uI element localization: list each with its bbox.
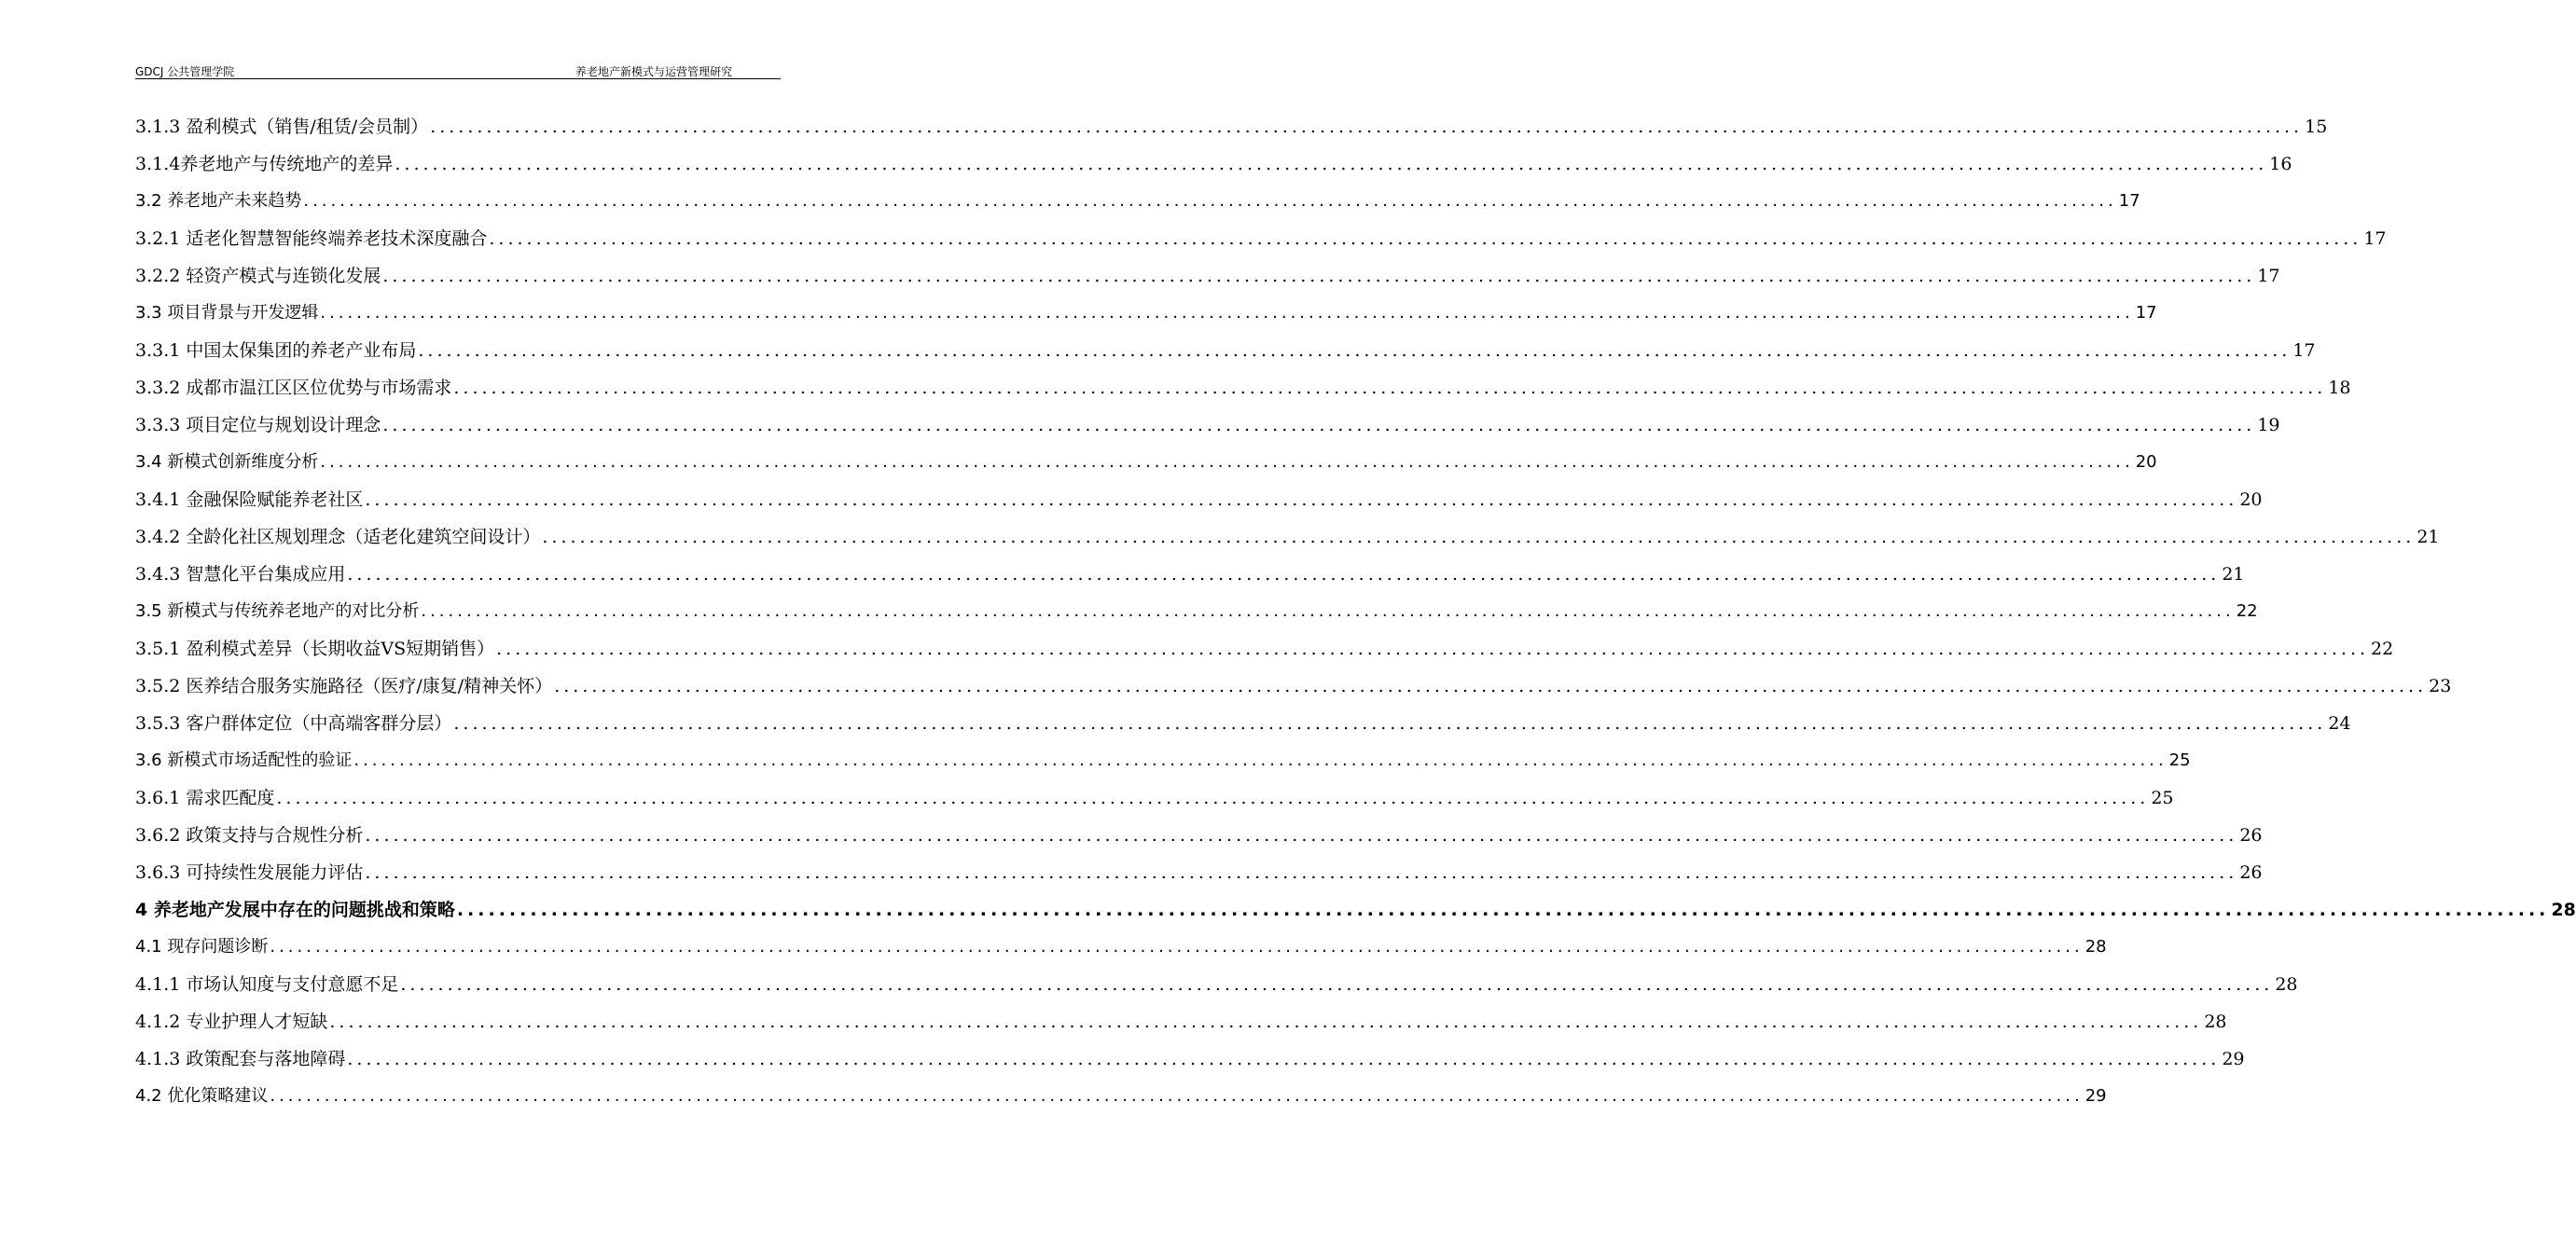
- toc-entry[interactable]: [135, 784, 2174, 821]
- toc-entry[interactable]: [135, 448, 2157, 486]
- toc-entry-page-number: 22: [2371, 639, 2394, 659]
- toc-entry[interactable]: [135, 299, 2157, 337]
- toc-entry-title: 3.4.2 全龄化社区规划理念（适老化建筑空间设计）: [135, 527, 541, 547]
- toc-entry[interactable]: [135, 971, 2298, 1008]
- toc-entry-page-number: 17: [2257, 266, 2280, 286]
- toc-leader-dots: ........................................................................................................................................................................................................: [382, 266, 2256, 286]
- toc-leader-dots: ........................................................................................................................................................................................................: [456, 900, 2550, 920]
- toc-entry-page-number: 26: [2239, 825, 2263, 846]
- toc-entry[interactable]: [135, 262, 2280, 299]
- toc-entry[interactable]: [135, 709, 2351, 747]
- toc-entry-page-number: 15: [2305, 117, 2328, 137]
- toc-entry-page-number: 28: [2275, 974, 2298, 995]
- toc-entry-page-number: 17: [2292, 340, 2316, 361]
- toc-entry-page-number: 17: [2118, 191, 2140, 211]
- toc-entry-title: 3.3.3 项目定位与规划设计理念: [135, 415, 381, 435]
- toc-entry-page-number: 17: [2363, 228, 2387, 249]
- toc-entry-title: 3.6.1 需求匹配度: [135, 788, 275, 808]
- toc-entry-title: 3.1.4养老地产与传统地产的差异: [135, 154, 394, 174]
- toc-entry-page-number: 26: [2239, 862, 2263, 883]
- toc-entry-title: 3.6.2 政策支持与合规性分析: [135, 825, 364, 846]
- table-of-contents: [135, 113, 2576, 1120]
- toc-leader-dots: ........................................................................................................................................................................................................: [418, 340, 2292, 361]
- toc-entry-title: 3.6 新模式市场适配性的验证: [135, 750, 353, 770]
- toc-entry-page-number: 17: [2135, 303, 2157, 323]
- toc-entry-title: 3.1.3 盈利模式（销售/租赁/会员制）: [135, 117, 429, 137]
- toc-entry[interactable]: [135, 337, 2316, 374]
- toc-leader-dots: ........................................................................................................................................................................................................: [453, 713, 2327, 734]
- toc-entry-title: 3.2.2 轻资产模式与连锁化发展: [135, 266, 381, 286]
- toc-entry-page-number: 21: [2417, 527, 2440, 547]
- toc-leader-dots: ........................................................................................................................................................................................................: [365, 862, 2238, 883]
- toc-entry-page-number: 29: [2084, 1086, 2107, 1106]
- toc-entry-page-number: 20: [2135, 452, 2157, 472]
- toc-entry-title: 4.1 现存问题诊断: [135, 937, 269, 957]
- toc-leader-dots: ........................................................................................................................................................................................................: [365, 489, 2238, 510]
- toc-leader-dots: ........................................................................................................................................................................................................: [496, 639, 2370, 659]
- toc-entry-page-number: 28: [2551, 900, 2576, 920]
- toc-entry-page-number: 18: [2328, 378, 2351, 398]
- toc-entry-title: 4.1.2 专业护理人才短缺: [135, 1012, 328, 1032]
- toc-leader-dots: ........................................................................................................................................................................................................: [347, 564, 2221, 585]
- toc-entry[interactable]: [135, 821, 2263, 859]
- toc-leader-dots: ........................................................................................................................................................................................................: [382, 415, 2256, 435]
- toc-entry[interactable]: [135, 747, 2191, 784]
- toc-entry-page-number: 28: [2084, 937, 2107, 957]
- toc-leader-dots: ........................................................................................................................................................................................................: [270, 1086, 2084, 1106]
- toc-entry-title: 4 养老地产发展中存在的问题挑战和策略: [135, 900, 455, 920]
- toc-entry-title: 3.4 新模式创新维度分析: [135, 452, 319, 472]
- toc-entry[interactable]: [135, 411, 2280, 448]
- toc-entry[interactable]: [135, 486, 2263, 523]
- toc-entry-page-number: 22: [2236, 601, 2258, 621]
- toc-entry[interactable]: [135, 187, 2140, 225]
- toc-entry-page-number: 16: [2269, 154, 2292, 174]
- header-institution: GDCJ 公共管理学院: [135, 65, 235, 78]
- toc-leader-dots: ........................................................................................................................................................................................................: [489, 228, 2362, 249]
- toc-entry-title: 3.3.1 中国太保集团的养老产业布局: [135, 340, 417, 361]
- toc-leader-dots: ........................................................................................................................................................................................................: [329, 1012, 2203, 1032]
- toc-entry[interactable]: [135, 113, 2328, 150]
- toc-entry[interactable]: [135, 933, 2107, 971]
- toc-leader-dots: ........................................................................................................................................................................................................: [320, 452, 2134, 472]
- toc-leader-dots: ........................................................................................................................................................................................................: [365, 825, 2238, 846]
- toc-entry-title: 3.4.1 金融保险赋能养老社区: [135, 489, 364, 510]
- toc-entry[interactable]: [135, 1045, 2245, 1082]
- toc-entry-title: 3.2.1 适老化智慧智能终端养老技术深度融合: [135, 228, 488, 249]
- toc-entry[interactable]: [135, 896, 2576, 933]
- toc-leader-dots: ........................................................................................................................................................................................................: [276, 788, 2150, 808]
- toc-leader-dots: ........................................................................................................................................................................................................: [353, 750, 2167, 770]
- toc-entry-title: 4.1.3 政策配套与落地障碍: [135, 1049, 346, 1069]
- toc-leader-dots: ........................................................................................................................................................................................................: [400, 974, 2274, 995]
- toc-leader-dots: ........................................................................................................................................................................................................: [347, 1049, 2221, 1069]
- toc-entry[interactable]: [135, 672, 2452, 709]
- toc-entry-page-number: 20: [2239, 489, 2263, 510]
- toc-leader-dots: ........................................................................................................................................................................................................: [542, 527, 2416, 547]
- toc-entry-title: 3.5.3 客户群体定位（中高端客群分层）: [135, 713, 452, 734]
- toc-entry-page-number: 28: [2204, 1012, 2227, 1032]
- toc-entry-page-number: 21: [2222, 564, 2245, 585]
- toc-entry-title: 3.3 项目背景与开发逻辑: [135, 303, 319, 323]
- toc-entry[interactable]: [135, 1082, 2107, 1120]
- toc-entry-title: 3.5 新模式与传统养老地产的对比分析: [135, 601, 420, 621]
- toc-entry-page-number: 25: [2168, 750, 2191, 770]
- toc-entry[interactable]: [135, 1008, 2227, 1045]
- toc-entry[interactable]: [135, 374, 2351, 411]
- toc-entry-title: 3.4.3 智慧化平台集成应用: [135, 564, 346, 585]
- toc-entry[interactable]: [135, 523, 2440, 560]
- toc-leader-dots: ........................................................................................................................................................................................................: [421, 601, 2235, 621]
- toc-entry-title: 4.2 优化策略建议: [135, 1086, 269, 1106]
- toc-leader-dots: ........................................................................................................................................................................................................: [430, 117, 2304, 137]
- toc-entry-title: 3.2 养老地产未来趋势: [135, 191, 302, 211]
- page-header: [135, 62, 781, 79]
- toc-entry-title: 3.5.1 盈利模式差异（长期收益VS短期销售）: [135, 639, 495, 659]
- header-paper-title: 养老地产新模式与运营管理研究: [575, 65, 732, 78]
- toc-entry[interactable]: [135, 635, 2394, 672]
- toc-entry-page-number: 24: [2328, 713, 2351, 734]
- toc-entry-page-number: 23: [2429, 676, 2452, 696]
- toc-leader-dots: ........................................................................................................................................................................................................: [320, 303, 2134, 323]
- toc-entry-title: 3.6.3 可持续性发展能力评估: [135, 862, 364, 883]
- toc-entry[interactable]: [135, 150, 2292, 187]
- toc-leader-dots: ........................................................................................................................................................................................................: [554, 676, 2428, 696]
- toc-entry-title: 3.5.2 医养结合服务实施路径（医疗/康复/精神关怀）: [135, 676, 553, 696]
- toc-entry-title: 4.1.1 市场认知度与支付意愿不足: [135, 974, 399, 995]
- toc-entry[interactable]: [135, 598, 2258, 635]
- toc-entry[interactable]: [135, 859, 2263, 896]
- toc-entry[interactable]: [135, 225, 2387, 262]
- toc-entry[interactable]: [135, 560, 2245, 598]
- toc-leader-dots: ........................................................................................................................................................................................................: [395, 154, 2268, 174]
- toc-entry-page-number: 19: [2257, 415, 2280, 435]
- toc-entry-page-number: 29: [2222, 1049, 2245, 1069]
- toc-leader-dots: ........................................................................................................................................................................................................: [270, 937, 2084, 957]
- toc-leader-dots: ........................................................................................................................................................................................................: [303, 191, 2117, 211]
- toc-entry-page-number: 25: [2151, 788, 2174, 808]
- toc-entry-title: 3.3.2 成都市温江区区位优势与市场需求: [135, 378, 452, 398]
- toc-leader-dots: ........................................................................................................................................................................................................: [453, 378, 2327, 398]
